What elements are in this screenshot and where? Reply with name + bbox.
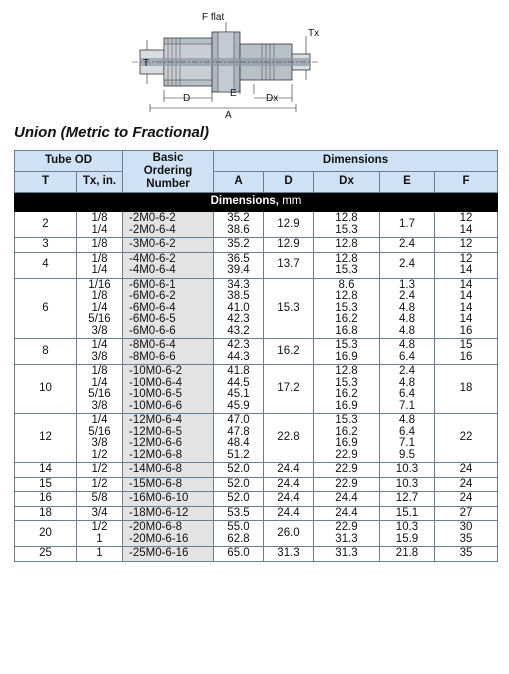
cell-order-line: -6M0-6-5 (129, 313, 176, 325)
cell-a-line: 42.3 (227, 339, 250, 351)
cell-dx-line: 31.3 (335, 532, 358, 545)
cell-a-line: 62.8 (227, 532, 250, 545)
cell-dx (314, 252, 380, 278)
cell-e (380, 278, 435, 339)
cell-e (380, 463, 435, 478)
cell-order (123, 492, 214, 507)
cell-tx (77, 414, 123, 463)
cell-a-line: 43.2 (227, 324, 250, 337)
f-flat-label: F flat (202, 12, 225, 23)
cell-f (435, 477, 498, 492)
cell-t: 20 (15, 521, 77, 547)
cell-tx-line: 1/2 (91, 448, 108, 461)
cell-dx-line: 16.9 (335, 399, 358, 412)
cell-a (214, 212, 264, 238)
fitting-drawing (132, 32, 318, 92)
table-row (15, 492, 498, 507)
cell-tx-line: 1/8 (91, 252, 108, 265)
cell-e-line: 12.7 (395, 492, 419, 504)
cell-dx-line: 12.8 (335, 290, 358, 302)
cell-f-line: 35 (459, 532, 473, 545)
cell-order (123, 463, 214, 478)
cell-dx-line: 22.9 (335, 477, 358, 490)
cell-e-line: 15.9 (395, 532, 419, 545)
cell-tx-line: 1/8 (91, 290, 108, 302)
cell-order-line: -6M0-6-6 (129, 324, 176, 337)
cell-tx-line: 5/16 (88, 425, 111, 438)
cell-dx (314, 365, 380, 414)
cell-order (123, 414, 214, 463)
cell-order (123, 477, 214, 492)
cell-e (380, 477, 435, 492)
cell-tx (77, 506, 123, 521)
cell-t: 10 (15, 365, 77, 414)
cell-a (214, 463, 264, 478)
col-header-tx: Tx, in. (77, 172, 123, 193)
cell-tx-line: 3/8 (91, 399, 108, 412)
cell-a-line: 47.8 (227, 425, 250, 438)
cell-order (123, 365, 214, 414)
cell-order (123, 238, 214, 253)
cell-tx (77, 547, 123, 562)
cell-a-line: 36.5 (227, 252, 250, 265)
cell-dx (314, 492, 380, 507)
cell-dx (314, 278, 380, 339)
section-title: Union (Metric to Fractional) (14, 124, 209, 141)
cell-e-line: 4.8 (399, 324, 415, 337)
cell-e-line: 10.3 (395, 521, 419, 533)
cell-t: 15 (15, 477, 77, 492)
dimensions-header: Dimensions (214, 151, 498, 172)
cell-e (380, 365, 435, 414)
cell-t: 3 (15, 238, 77, 253)
cell-tx-line: 1/2 (91, 463, 108, 475)
cell-t: 25 (15, 547, 77, 562)
cell-a-line: 39.4 (227, 264, 250, 276)
cell-d: 22.8 (264, 414, 314, 463)
cell-dx (314, 339, 380, 365)
cell-order (123, 521, 214, 547)
cell-tx-line: 1/8 (91, 212, 108, 224)
cell-f-line: 14 (459, 313, 473, 325)
cell-a-line: 35.2 (227, 238, 250, 250)
cell-tx-line: 1/16 (88, 278, 111, 291)
cell-e-line: 4.8 (399, 339, 415, 351)
cell-f (435, 521, 498, 547)
cell-e-line: 21.8 (395, 547, 419, 559)
cell-a (214, 252, 264, 278)
cell-f (435, 252, 498, 278)
cell-order (123, 547, 214, 562)
cell-order-line: -10M0-6-4 (129, 376, 183, 389)
cell-order-line: -10M0-6-6 (129, 399, 183, 412)
cell-f-line: 12 (459, 212, 473, 224)
cell-order-line: -14M0-6-8 (129, 463, 183, 475)
cell-order-line: -12M0-6-4 (129, 414, 183, 426)
cell-f (435, 492, 498, 507)
cell-e (380, 492, 435, 507)
cell-tx-line: 5/8 (91, 492, 108, 504)
cell-dx-line: 8.6 (338, 278, 355, 291)
cell-d: 24.4 (264, 477, 314, 492)
cell-tx-line: 1/4 (91, 264, 108, 276)
cell-order-line: -10M0-6-2 (129, 365, 183, 377)
cell-f-line: 24 (459, 492, 473, 504)
cell-tx (77, 238, 123, 253)
t-label: T (143, 58, 150, 69)
cell-order-line: -15M0-6-8 (129, 477, 183, 490)
cell-a-line: 41.0 (227, 301, 250, 314)
cell-f (435, 547, 498, 562)
cell-a-line: 41.8 (227, 365, 250, 377)
cell-tx (77, 252, 123, 278)
cell-a-line: 45.9 (227, 399, 250, 412)
cell-t: 12 (15, 414, 77, 463)
table-row (15, 252, 498, 278)
cell-dx-line: 31.3 (335, 547, 358, 559)
cell-a-line: 48.4 (227, 437, 250, 449)
cell-e (380, 414, 435, 463)
col-header-e: E (380, 172, 435, 193)
cell-a-line: 47.0 (227, 414, 250, 426)
cell-f-line: 12 (459, 252, 473, 265)
cell-order (123, 278, 214, 339)
cell-a (214, 238, 264, 253)
cell-dx-line: 24.4 (335, 506, 358, 519)
cell-f-line: 24 (459, 477, 473, 490)
cell-e: 2.4 (380, 252, 435, 278)
cell-e-line: 2.4 (399, 365, 415, 377)
cell-dx-line: 12.8 (335, 365, 358, 377)
cell-a (214, 521, 264, 547)
cell-a-line: 51.2 (227, 448, 250, 461)
table-row (15, 463, 498, 478)
cell-order-line: -2M0-6-2 (129, 212, 176, 224)
cell-order-line: -4M0-6-4 (129, 264, 176, 276)
cell-d: 13.7 (264, 252, 314, 278)
cell-a-line: 42.3 (227, 313, 250, 325)
cell-f-line: 12 (459, 238, 473, 250)
cell-tx-line: 1 (96, 532, 103, 545)
cell-dx-line: 22.9 (335, 448, 358, 461)
cell-order (123, 506, 214, 521)
cell-tx-line: 1 (96, 547, 103, 559)
cell-f (435, 238, 498, 253)
cell-order-line: -20M0-6-16 (129, 532, 189, 545)
cell-t: 4 (15, 252, 77, 278)
cell-f (435, 212, 498, 238)
cell-dx-line: 15.3 (335, 414, 358, 426)
table-row (15, 278, 498, 339)
cell-dx-line: 15.3 (335, 376, 358, 389)
cell-order-line: -4M0-6-2 (129, 252, 176, 265)
cell-d: 24.4 (264, 506, 314, 521)
col-header-dx: Dx (314, 172, 380, 193)
cell-order-line: -3M0-6-2 (129, 238, 176, 250)
cell-order-line: -6M0-6-1 (129, 278, 176, 291)
cell-f-line: 14 (459, 223, 473, 236)
units-band (15, 193, 498, 212)
cell-e-line: 10.3 (395, 463, 419, 475)
cell-tx (77, 339, 123, 365)
cell-t: 2 (15, 212, 77, 238)
cell-dx-line: 12.8 (335, 212, 358, 224)
cell-dx (314, 238, 380, 253)
cell-a-line: 44.5 (227, 376, 250, 389)
cell-order-line: -6M0-6-4 (129, 301, 176, 314)
cell-order-line: -12M0-6-6 (129, 437, 183, 449)
cell-tx (77, 212, 123, 238)
table-row (15, 365, 498, 414)
table-row (15, 521, 498, 547)
cell-a-line: 38.6 (227, 223, 250, 236)
cell-e (380, 506, 435, 521)
cell-a-line: 35.2 (227, 212, 250, 224)
units-band-label: Dimensions, (210, 195, 280, 208)
a-label: A (225, 110, 232, 120)
cell-dx-line: 16.9 (335, 350, 358, 363)
cell-dx-line: 15.3 (335, 223, 358, 236)
cell-e-line: 4.8 (399, 376, 415, 389)
table-row (15, 414, 498, 463)
cell-tx-line: 3/8 (91, 350, 108, 363)
cell-dx (314, 506, 380, 521)
cell-order-line: -8M0-6-6 (129, 350, 176, 363)
cell-tx-line: 1/2 (91, 477, 108, 490)
cell-tx-line: 5/16 (88, 313, 111, 325)
cell-dx (314, 547, 380, 562)
cell-order (123, 212, 214, 238)
cell-a-line: 53.5 (227, 506, 250, 519)
cell-e: 1.7 (380, 212, 435, 238)
cell-e-line: 9.5 (399, 448, 415, 461)
cell-a-line: 44.3 (227, 350, 250, 363)
cell-a (214, 547, 264, 562)
cell-f-line: 15 (459, 339, 473, 351)
cell-order-line: -20M0-6-8 (129, 521, 183, 533)
cell-a-line: 55.0 (227, 521, 250, 533)
cell-f (435, 463, 498, 478)
cell-order (123, 339, 214, 365)
cell-e-line: 10.3 (395, 477, 419, 490)
cell-order-line: -12M0-6-5 (129, 425, 183, 438)
cell-tx-line: 1/4 (91, 414, 108, 426)
cell-dx-line: 15.3 (335, 339, 358, 351)
cell-e-line: 6.4 (399, 350, 415, 363)
cell-f-line: 14 (459, 278, 473, 291)
cell-e (380, 521, 435, 547)
cell-t: 6 (15, 278, 77, 339)
col-header-t: T (15, 172, 77, 193)
cell-tx (77, 477, 123, 492)
cell-d: 17.2 (264, 365, 314, 414)
cell-e (380, 238, 435, 253)
cell-f: 22 (435, 414, 498, 463)
cell-tx-line: 3/4 (91, 506, 108, 519)
cell-dx (314, 521, 380, 547)
cell-f-line: 35 (459, 547, 473, 559)
col-header-d: D (264, 172, 314, 193)
cell-a-line: 45.1 (227, 388, 250, 400)
cell-a-line: 52.0 (227, 463, 250, 475)
cell-tx-line: 5/16 (88, 388, 111, 400)
cell-e-line: 4.8 (399, 313, 415, 325)
cell-a-line: 52.0 (227, 492, 250, 504)
cell-order-line: -25M0-6-16 (129, 547, 189, 559)
e-label: E (230, 88, 237, 99)
cell-e-line: 15.1 (395, 506, 419, 519)
cell-dx-line: 16.9 (335, 437, 358, 449)
cell-order-line: -16M0-6-10 (129, 492, 189, 504)
cell-a (214, 414, 264, 463)
cell-tx (77, 278, 123, 339)
cell-order-line: -10M0-6-5 (129, 388, 183, 400)
cell-tx-line: 1/8 (91, 238, 108, 250)
units-band-unit: mm (282, 195, 302, 208)
cell-e (380, 339, 435, 365)
cell-e (380, 547, 435, 562)
table-row (15, 547, 498, 562)
cell-tx (77, 492, 123, 507)
cell-dx-line: 16.2 (335, 425, 358, 438)
cell-t: 14 (15, 463, 77, 478)
cell-order (123, 252, 214, 278)
cell-a (214, 278, 264, 339)
cell-f: 18 (435, 365, 498, 414)
cell-d: 16.2 (264, 339, 314, 365)
cell-d: 12.9 (264, 238, 314, 253)
cell-e-line: 1.3 (399, 278, 415, 291)
union-diagram (0, 0, 509, 120)
cell-tx-line: 1/4 (91, 223, 108, 236)
cell-a-line: 38.5 (227, 290, 250, 302)
cell-a (214, 477, 264, 492)
cell-order-line: -8M0-6-4 (129, 339, 176, 351)
dx-label: Dx (266, 93, 279, 104)
cell-dx (314, 477, 380, 492)
cell-dx-line: 22.9 (335, 521, 358, 533)
cell-tx-line: 1/8 (91, 365, 108, 377)
table-row (15, 238, 498, 253)
cell-tx-line: 1/2 (91, 521, 108, 533)
cell-dx-line: 16.2 (335, 313, 358, 325)
tube-od-header: Tube OD (15, 151, 123, 172)
ordering-number-header: Basic Ordering Number (123, 151, 214, 193)
cell-f-line: 16 (459, 350, 473, 363)
table-row (15, 339, 498, 365)
dimensions-table (14, 150, 498, 562)
cell-tx-line: 3/8 (91, 437, 108, 449)
cell-e-line: 6.4 (399, 425, 415, 438)
d-label: D (183, 93, 191, 104)
cell-dx-line: 15.3 (335, 301, 358, 314)
cell-dx-line: 16.2 (335, 388, 358, 400)
cell-d: 24.4 (264, 463, 314, 478)
cell-f (435, 339, 498, 365)
cell-d: 24.4 (264, 492, 314, 507)
cell-f-line: 30 (459, 521, 473, 533)
col-header-f: F (435, 172, 498, 193)
cell-t: 18 (15, 506, 77, 521)
cell-dx (314, 463, 380, 478)
cell-f (435, 506, 498, 521)
cell-f (435, 278, 498, 339)
cell-d: 12.9 (264, 212, 314, 238)
cell-tx-line: 1/4 (91, 301, 108, 314)
cell-dx-line: 22.9 (335, 463, 358, 475)
cell-t: 8 (15, 339, 77, 365)
cell-a (214, 339, 264, 365)
cell-e-line: 4.8 (399, 301, 415, 314)
cell-order-line: -18M0-6-12 (129, 506, 189, 519)
cell-d: 26.0 (264, 521, 314, 547)
cell-dx-line: 12.8 (335, 238, 358, 250)
table-row (15, 212, 498, 238)
cell-order-line: -2M0-6-4 (129, 223, 176, 236)
cell-e-line: 2.4 (399, 238, 415, 250)
cell-dx (314, 212, 380, 238)
cell-tx-line: 1/4 (91, 376, 108, 389)
cell-a-line: 34.3 (227, 278, 250, 291)
cell-a-line: 65.0 (227, 547, 250, 559)
cell-tx (77, 521, 123, 547)
cell-a (214, 506, 264, 521)
cell-f-line: 14 (459, 290, 473, 302)
cell-dx-line: 24.4 (335, 492, 358, 504)
cell-e-line: 2.4 (399, 290, 415, 302)
col-header-a: A (214, 172, 264, 193)
tx-label: Tx (308, 28, 320, 39)
cell-dx-line: 16.8 (335, 324, 358, 337)
table-body (15, 193, 498, 562)
cell-d: 31.3 (264, 547, 314, 562)
cell-d: 15.3 (264, 278, 314, 339)
cell-f-line: 24 (459, 463, 473, 475)
cell-order-line: -6M0-6-2 (129, 290, 176, 302)
cell-f-line: 27 (459, 506, 473, 519)
cell-tx (77, 365, 123, 414)
cell-e-line: 4.8 (399, 414, 415, 426)
cell-dx (314, 414, 380, 463)
cell-f-line: 14 (459, 301, 473, 314)
cell-e-line: 7.1 (399, 437, 415, 449)
cell-f-line: 16 (459, 324, 473, 337)
cell-f-line: 14 (459, 264, 473, 276)
cell-a (214, 492, 264, 507)
cell-tx-line: 3/8 (91, 324, 108, 337)
cell-e-line: 6.4 (399, 388, 415, 400)
cell-order-line: -12M0-6-8 (129, 448, 183, 461)
cell-tx (77, 463, 123, 478)
cell-t: 16 (15, 492, 77, 507)
cell-e-line: 7.1 (399, 399, 415, 412)
table-row (15, 506, 498, 521)
cell-a (214, 365, 264, 414)
cell-dx-line: 12.8 (335, 252, 358, 265)
cell-tx-line: 1/4 (91, 339, 108, 351)
table-row (15, 477, 498, 492)
cell-dx-line: 15.3 (335, 264, 358, 276)
cell-a-line: 52.0 (227, 477, 250, 490)
